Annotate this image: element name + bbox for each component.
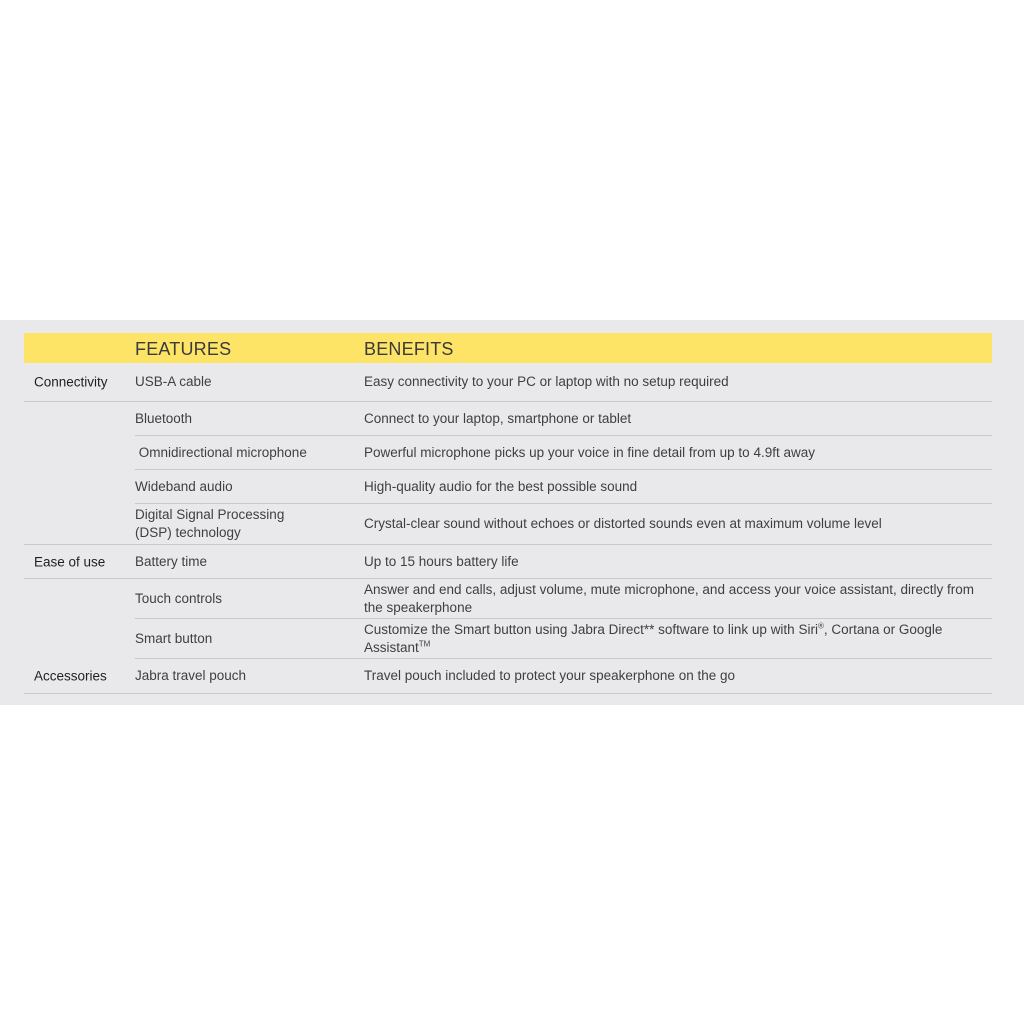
feature-cell: Bluetooth — [135, 410, 193, 426]
feature-cell: Touch controls — [135, 590, 223, 606]
table-header — [24, 333, 992, 363]
benefit-cell: Up to 15 hours battery life — [364, 553, 519, 569]
table-row — [24, 659, 992, 694]
feature-cell: USB-A cable — [135, 374, 212, 389]
feature-cell: Digital Signal Processing (DSP) technology — [135, 507, 285, 540]
table-row — [135, 436, 992, 470]
benefits-header: BENEFITS — [364, 339, 454, 359]
feature-cell: Omnidirectional microphone — [135, 444, 307, 460]
benefit-cell: Easy connectivity to your PC or laptop with no setup required — [364, 374, 729, 389]
benefit-cell — [364, 621, 984, 657]
feature-cell: Smart button — [135, 630, 213, 646]
benefit-cell: Connect to your laptop, smartphone or tablet — [364, 410, 632, 426]
benefit-cell: Powerful microphone picks up your voice in fine detail from up to 4.9ft away — [364, 444, 815, 460]
benefit-cell: High-quality audio for the best possible sound — [364, 478, 638, 494]
category-connectivity: Connectivity — [34, 374, 108, 390]
table-row — [24, 363, 992, 402]
table-row — [135, 402, 992, 436]
benefit-cell: Crystal-clear sound without echoes or distorted sounds even at maximum volume level — [364, 516, 882, 531]
benefit-text: , Cortana or Google Assistant — [364, 621, 943, 655]
feature-benefit-table — [24, 333, 992, 694]
table-row — [24, 504, 992, 545]
registered-mark: ® — [817, 621, 824, 630]
trademark-mark: TM — [418, 639, 431, 648]
table-row — [24, 545, 992, 579]
benefit-text: Customize the Smart button using Jabra Direct** software to link up with Siri — [364, 621, 818, 637]
feature-cell: Wideband audio — [135, 478, 233, 494]
category-accessories: Accessories — [34, 668, 107, 684]
benefit-cell: Answer and end calls, adjust volume, mute microphone, and access your voice assistant, directly from the speakerphone — [364, 581, 975, 615]
feature-table-panel — [0, 320, 1024, 705]
table-row — [135, 470, 992, 504]
table-row — [135, 579, 992, 619]
feature-cell: Battery time — [135, 553, 208, 569]
features-header: FEATURES — [135, 339, 232, 359]
feature-cell: Jabra travel pouch — [135, 668, 247, 683]
benefit-cell: Travel pouch included to protect your speakerphone on the go — [364, 668, 735, 683]
category-ease-of-use: Ease of use — [34, 554, 106, 569]
table-row — [135, 619, 992, 659]
